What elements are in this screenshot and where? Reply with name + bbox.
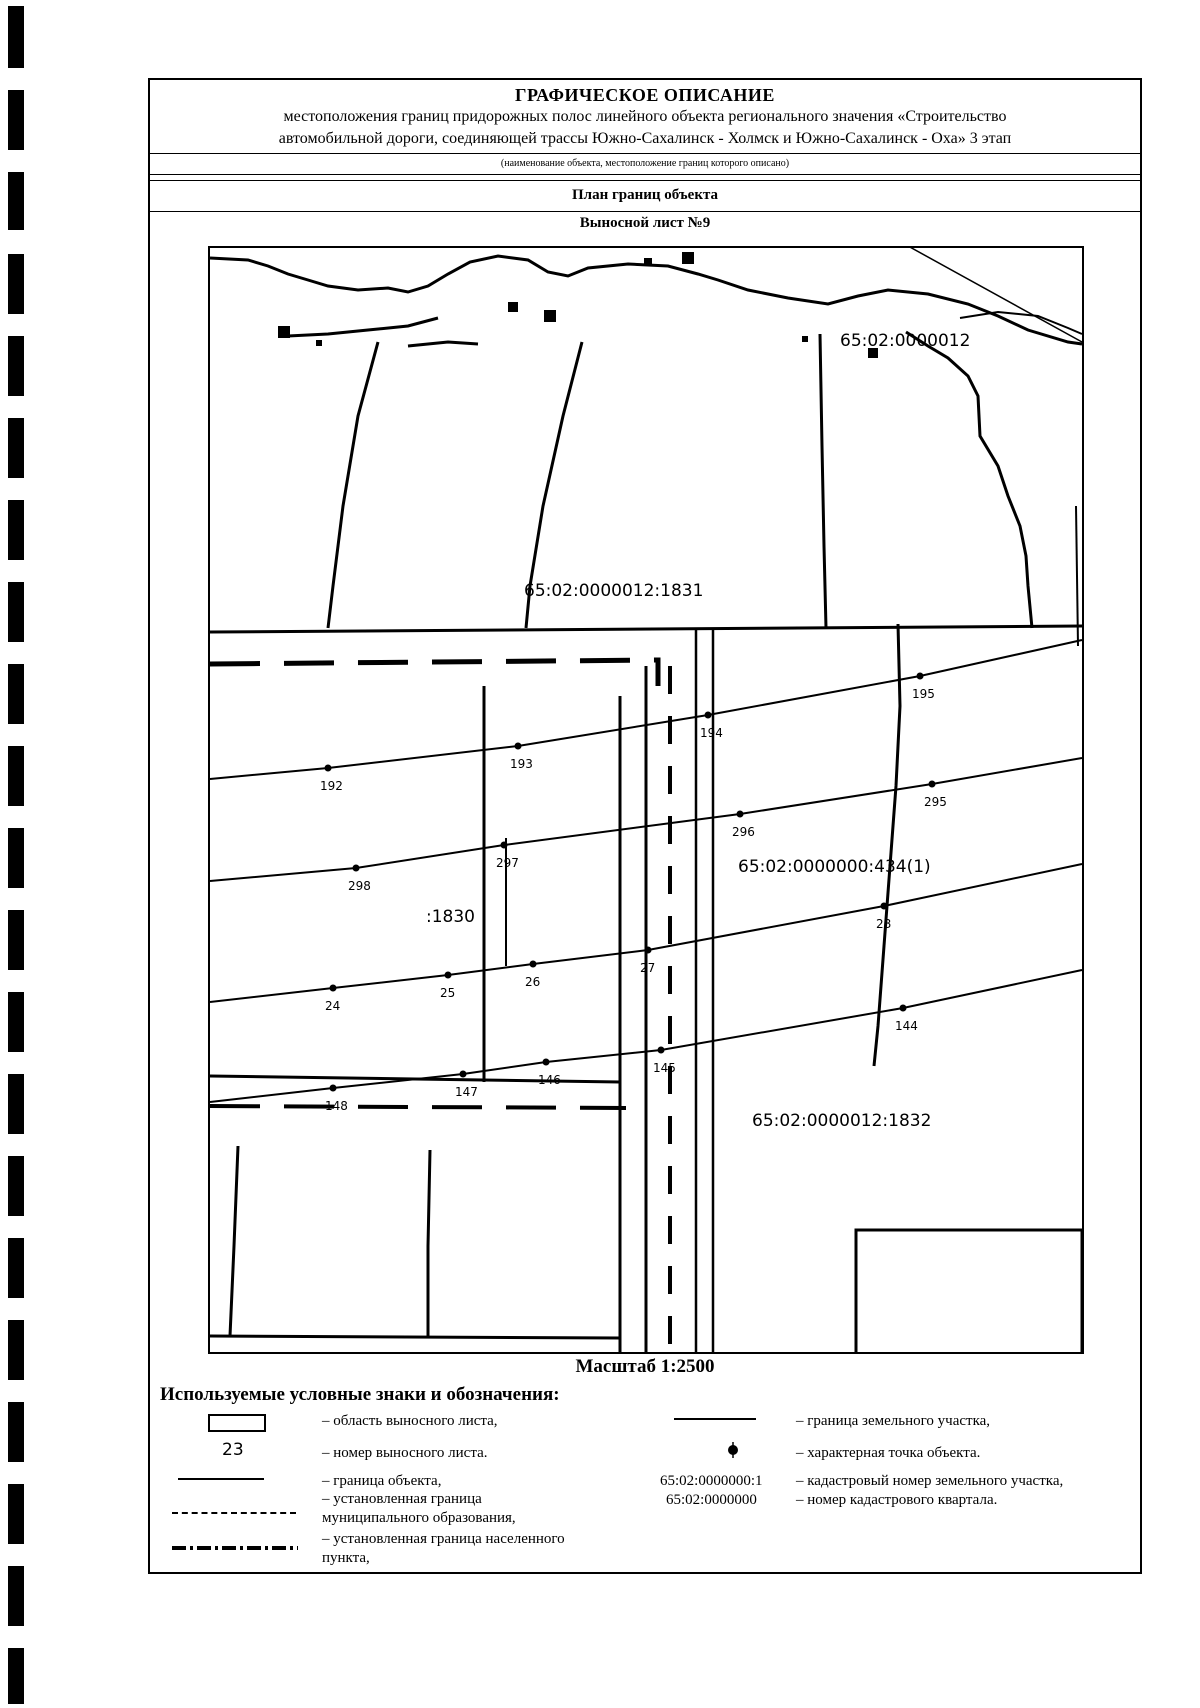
object-boundary-symbol — [178, 1478, 264, 1480]
caption-row — [148, 153, 1142, 175]
legend-parcel-boundary: – граница земельного участка, — [796, 1413, 991, 1429]
cad-parcel-434-label: 65:02:0000000:434(1) — [738, 857, 931, 877]
cad-parcel-1831-label: 65:02:0000012:1831 — [524, 581, 704, 601]
point-label-145: 145 — [653, 1061, 676, 1075]
legend-char-point: – характерная точка объекта. — [796, 1445, 981, 1461]
terrain-contours — [210, 256, 1082, 628]
point-label-192: 192 — [320, 779, 343, 793]
point-marker-194 — [705, 712, 712, 719]
point-marker-145 — [658, 1047, 665, 1054]
point-marker-25 — [445, 972, 452, 979]
map-symbols — [278, 252, 878, 358]
point-marker-195 — [917, 673, 924, 680]
plan-title: План границ объекта — [571, 187, 719, 203]
point-marker-148 — [330, 1085, 337, 1092]
object-caption: (наименование объекта, местоположение границ которого описано) — [500, 158, 790, 169]
sheet-area-symbol — [208, 1414, 266, 1432]
legend-settlement-2: пункта, — [322, 1550, 370, 1566]
parcel-boundary-symbol — [674, 1418, 756, 1420]
plan-row — [148, 180, 1142, 212]
point-label-28: 28 — [876, 917, 892, 931]
point-marker-146 — [543, 1059, 550, 1066]
legend-settlement-1: – установленная граница населенного — [322, 1531, 565, 1547]
characteristic-points — [320, 673, 947, 1114]
object-description-line-1: местоположения границ придорожных полос линейного объекта регионального значения «Строительство — [283, 108, 1007, 125]
legend-sheet-number: – номер выносного листа. — [322, 1445, 488, 1461]
point-label-25: 25 — [440, 986, 456, 1000]
cad-quarter-label: 65:02:0000012 — [840, 331, 971, 351]
object-description-line-2: автомобильной дороги, соединяющей трассы Южно-Сахалинск - Холмск и Южно-Сахалинск - Оха» 3 этап — [278, 130, 1012, 147]
municipal-boundary-symbol — [172, 1512, 296, 1514]
point-label-296: 296 — [732, 825, 755, 839]
point-marker-24 — [330, 985, 337, 992]
point-label-146: 146 — [538, 1073, 561, 1087]
point-label-193: 193 — [510, 757, 533, 771]
point-label-148: 148 — [325, 1099, 348, 1113]
point-marker-144 — [900, 1005, 907, 1012]
cad-parcel-1832-label: 65:02:0000012:1832 — [752, 1111, 932, 1131]
settlement-boundary-symbol — [172, 1544, 298, 1552]
boundary-map — [208, 246, 1084, 1354]
point-marker-147 — [460, 1071, 467, 1078]
point-label-27: 27 — [640, 961, 656, 975]
document-title: ГРАФИЧЕСКОЕ ОПИСАНИЕ — [515, 85, 775, 105]
point-label-24: 24 — [325, 999, 341, 1013]
legend-cad-number-sample: 65:02:0000000:1 — [660, 1473, 763, 1489]
legend-municipal-1: – установленная граница — [322, 1491, 482, 1507]
map-scale: Масштаб 1:2500 — [575, 1356, 715, 1377]
title-block — [148, 78, 1142, 154]
point-marker-192 — [325, 765, 332, 772]
point-label-298: 298 — [348, 879, 371, 893]
legend-object-boundary: – граница объекта, — [322, 1473, 442, 1489]
point-label-194: 194 — [700, 726, 723, 740]
point-marker-26 — [530, 961, 537, 968]
legend-sheet-number-sample: 23 — [222, 1440, 244, 1460]
point-label-295: 295 — [924, 795, 947, 809]
legend-quarter-sample: 65:02:0000000 — [666, 1492, 757, 1508]
point-label-147: 147 — [455, 1085, 478, 1099]
settlement-boundary — [210, 660, 670, 1352]
cad-parcel-1830-label: :1830 — [426, 907, 475, 927]
point-marker-28 — [881, 903, 888, 910]
characteristic-point-icon — [726, 1442, 740, 1458]
point-label-26: 26 — [525, 975, 541, 989]
point-marker-193 — [515, 743, 522, 750]
point-marker-298 — [353, 865, 360, 872]
sheet-title: Выносной лист №9 — [579, 215, 711, 231]
point-marker-297 — [501, 842, 508, 849]
point-marker-295 — [929, 781, 936, 788]
legend-sheet-area: – область выносного листа, — [322, 1413, 498, 1429]
legend-quarter: – номер кадастрового квартала. — [796, 1492, 998, 1508]
point-label-144: 144 — [895, 1019, 918, 1033]
point-label-297: 297 — [496, 856, 519, 870]
point-marker-27 — [645, 947, 652, 954]
legend-title: Используемые условные знаки и обозначения: — [160, 1384, 560, 1405]
point-marker-296 — [737, 811, 744, 818]
legend-municipal-2: муниципального образования, — [322, 1510, 516, 1526]
point-label-195: 195 — [912, 687, 935, 701]
legend-cad-number: – кадастровый номер земельного участка, — [796, 1473, 1064, 1489]
